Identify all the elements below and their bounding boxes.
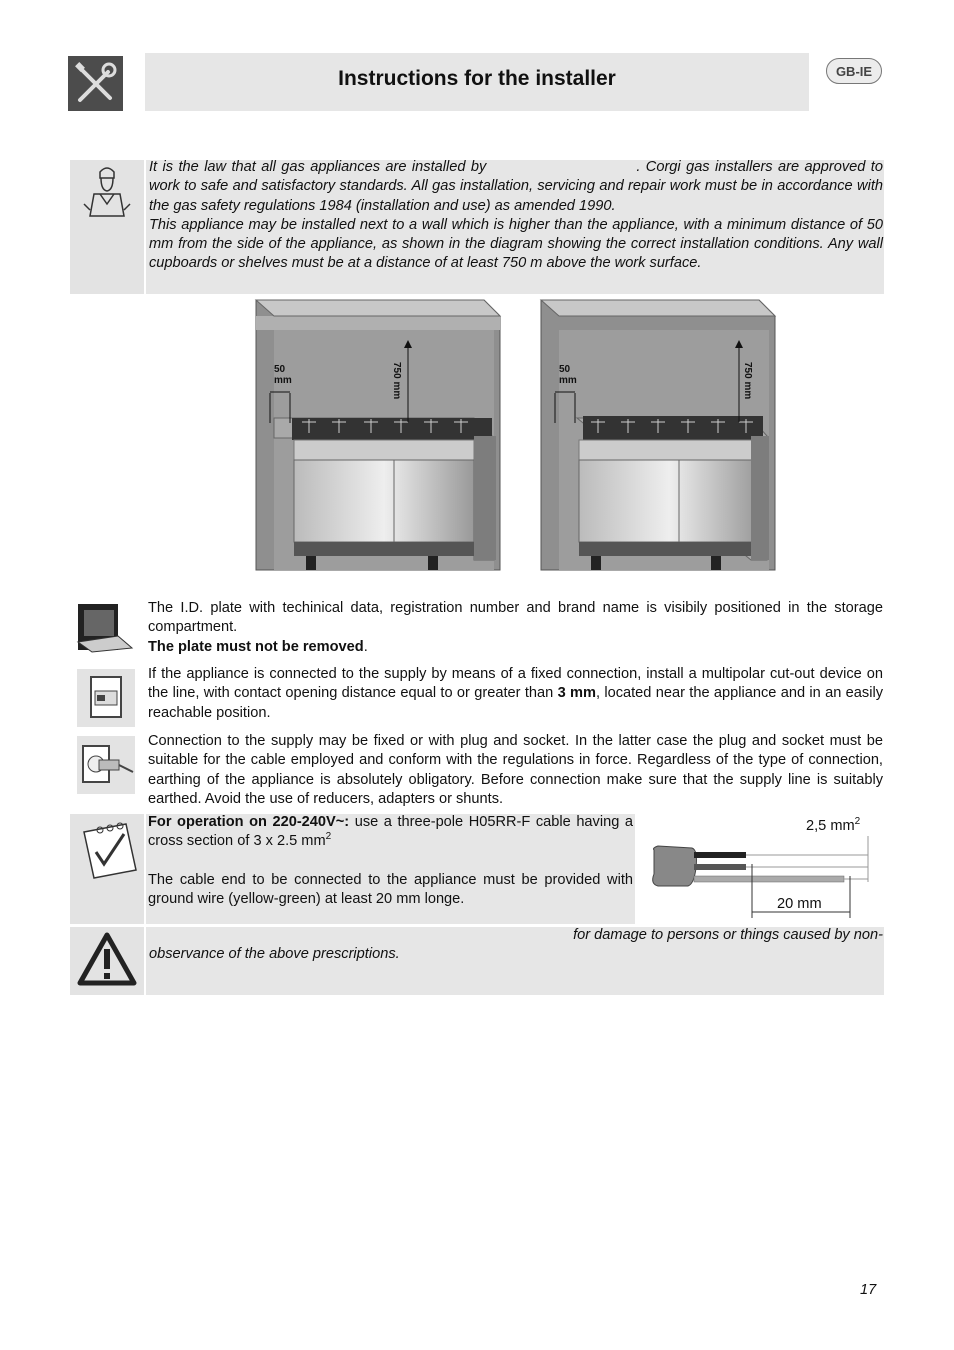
cross-section-label: 2,5 $mm^2$: [806, 816, 861, 834]
cable-spec-sup: 2: [325, 831, 332, 843]
notepad-icon-box: [70, 814, 144, 924]
warning-triangle-icon: [70, 927, 144, 995]
page-number: 17: [860, 1282, 877, 1298]
law-text-start: It is the law that all gas appliances are installed by: [149, 159, 487, 175]
warning-text-start: for damage to persons or things caused by non-: [573, 927, 883, 943]
id-plate-warning: The plate must not be removed: [148, 638, 364, 655]
header-bar: [145, 53, 809, 111]
installer-icon-box: [70, 160, 144, 294]
height-label-right: 750 mm: [742, 362, 753, 400]
contact-distance-value: 3 mm: [557, 685, 596, 702]
ground-wire-text: The cable end to be connected to the appliance must be provided with ground wire (yellow-green) at least 20 mm longe.: [148, 871, 633, 907]
law-text-end: . Corgi gas installers are approved to work to safe and satisfactory standards. All gas installation, servicing and repair work must be in accordance with the gas safety regulations 1984 (installation and use) as amended 1990.: [149, 159, 883, 214]
law-paragraph: [149, 158, 883, 274]
fixed-connection-text-end: , located near the appliance and in an easily reachable position.: [148, 685, 883, 721]
cable-diagram: [648, 814, 884, 924]
warning-text-end: observance of the above prescriptions.: [149, 946, 400, 963]
id-plate-text: The I.D. plate with techinical data, registration number and brand name is visibily positioned in the storage compartment.: [148, 600, 883, 636]
side-distance-label-right: 50 mm: [559, 364, 577, 386]
tools-icon: [68, 56, 123, 111]
side-distance-label: 50 mm: [274, 364, 292, 386]
installation-diagram-left: [254, 298, 502, 572]
page-title: Instructions for the installer: [338, 67, 616, 90]
fixed-connection-paragraph: [148, 665, 883, 723]
cable-spec-text: use a three-pole H05RR-F cable having a cross section of 3 x 2.5 mm: [148, 814, 633, 850]
notepad-check-icon: [70, 814, 144, 924]
plug-socket-icon: [77, 736, 135, 794]
plug-connection-paragraph: Connection to the supply may be fixed or with plug and socket. In the latter case the plug and socket must be suitable for the cable employed and conform with the regulations in force. Regardless of the type of connection, earthing of the appliance is absolutely obligatory. Before connection make sure that the supply line is suitably earthed. Avoid the use of reducers, adapters or shunts.: [148, 733, 883, 807]
warning-paragraph: [149, 926, 883, 965]
cable-paragraph: [148, 813, 633, 909]
length-label: 20 mm: [777, 896, 822, 912]
voltage-label: For operation on 220-240V~:: [148, 814, 350, 830]
installation-diagram-right: [539, 298, 777, 572]
warning-icon-box: [70, 927, 144, 995]
height-label: 750 mm: [391, 362, 402, 400]
id-plate-end: .: [363, 638, 368, 655]
switch-icon: [77, 669, 135, 727]
wall-distance-text: This appliance may be installed next to a wall which is higher than the appliance, with a minimum distance of 50 mm from the side of the appliance, as shown in the diagram showing the correct installation conditions. Any wall cupboards or shelves must be at a distance of at least 750 m above the work surface.: [149, 216, 883, 272]
oven-compartment-icon: [76, 602, 134, 654]
id-plate-paragraph: [148, 599, 883, 657]
language-badge: GB-IE: [826, 58, 882, 84]
fixed-connection-text: If the appliance is connected to the supply by means of a fixed connection, install a multipolar cut-out device on the line, with contact opening distance equal to or greater than: [148, 666, 883, 702]
installer-person-icon: [70, 160, 144, 294]
